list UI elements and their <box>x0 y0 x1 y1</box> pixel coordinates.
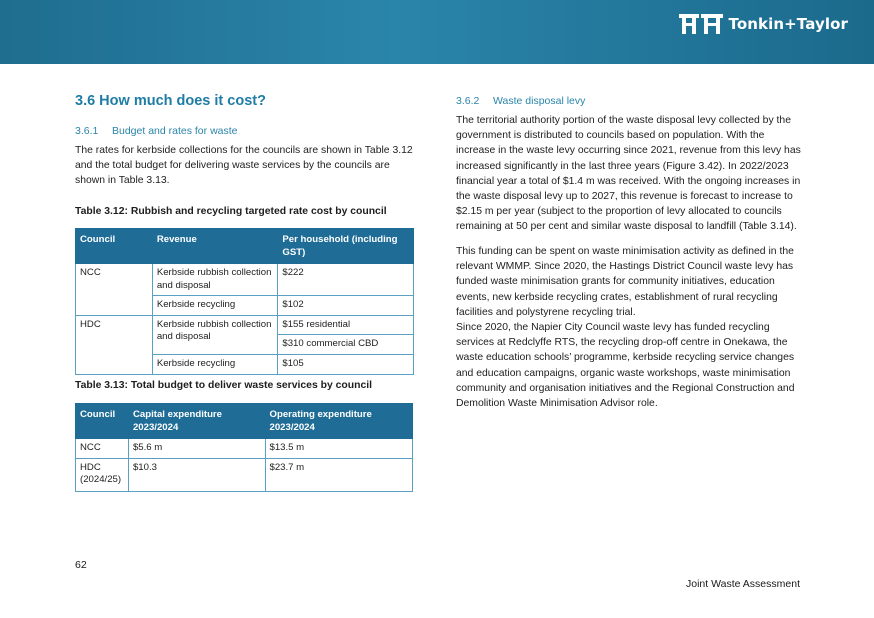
cell-capital: $10.3 <box>128 458 265 491</box>
cell-operating: $13.5 m <box>265 439 413 459</box>
levy-paragraph-1: The territorial authority portion of the waste disposal levy collected by the government is distributed to councils based on population. With the increase in the waste levy occurring since 2021, revenue from this levy has increased significantly in the last three years (Figure 3.42). In 2022/2023 financial year a total of $1.4 m was received. With the ongoing increases in the waste disposal levy up to 2027, this revenue is forecast to increase to $2.15 m per year (subject to the proportion of levy allocated to councils remaining at 50 per cent and similar waste disposal to landfill (Table 3.14). <box>456 115 801 233</box>
footer-document-title: Joint Waste Assessment <box>686 578 800 590</box>
levy-paragraph-3: Since 2020, the Napier City Council waste levy has funded recycling services at Redclyffe RTS, the recycling drop-off centre in Onekawa, the waste education schools’ programme, kerbside recycling service changes and education campaigns, organic waste workshops, waste minimisation community and organisation initiatives and the Regional Construction and Demolition Waste Minimisation Advisor role. <box>456 322 795 410</box>
cell-revenue: Kerbside rubbish collection and disposal <box>152 315 278 354</box>
levy-paragraph-2: This funding can be spent on waste minimisation activity as defined in the relevant WMMP. Since 2020, the Hastings District Council waste levy has funded waste minimisation grants for community initiatives, education events, new kerbside recycling crates, establishment of rural recycling facilities and polystyrene recycling trial. <box>456 246 794 318</box>
table-header-row <box>76 404 413 439</box>
header-per-household: Per household (including GST) <box>278 229 414 264</box>
cell-cost: $222 <box>278 264 414 296</box>
table-row <box>76 439 413 459</box>
cell-council: HDC <box>76 315 153 374</box>
cell-revenue: Kerbside rubbish collection and disposal <box>152 264 278 296</box>
cell-cost: $310 commercial CBD <box>278 335 414 355</box>
budget-table <box>75 403 413 492</box>
sub-heading-budget <box>75 125 238 137</box>
cell-revenue: Kerbside recycling <box>152 296 278 316</box>
header-capital-expenditure: Capital expenditure 2023/2024 <box>128 404 265 439</box>
header-council: Council <box>76 404 129 439</box>
sub-heading-text: Budget and rates for waste <box>112 125 238 137</box>
header-band <box>0 0 874 64</box>
header-council: Council <box>76 229 153 264</box>
sub-heading-text: Waste disposal levy <box>493 95 586 107</box>
cell-revenue: Kerbside recycling <box>152 354 278 374</box>
cell-council: NCC <box>76 264 153 316</box>
intro-paragraph: The rates for kerbside collections for the councils are shown in Table 3.12 and the total budget for delivering waste services by the councils are shown in Table 3.13. <box>75 145 413 187</box>
cell-council: HDC (2024/25) <box>76 458 129 491</box>
sub-heading-levy <box>456 95 585 107</box>
cell-council: NCC <box>76 439 129 459</box>
table-header-row <box>76 229 414 264</box>
section-heading: 3.6 How much does it cost? <box>75 93 266 109</box>
cell-cost: $102 <box>278 296 414 316</box>
tonkin-taylor-logo-icon <box>679 14 723 34</box>
cell-cost: $155 residential <box>278 315 414 335</box>
cell-cost: $105 <box>278 354 414 374</box>
header-operating-expenditure: Operating expenditure 2023/2024 <box>265 404 413 439</box>
rates-table <box>75 228 414 375</box>
cell-operating: $23.7 m <box>265 458 413 491</box>
page-number: 62 <box>75 559 87 571</box>
table1-caption: Table 3.12: Rubbish and recycling targeted rate cost by council <box>75 206 387 217</box>
table-row <box>76 315 414 335</box>
table-row <box>76 458 413 491</box>
sub-heading-number: 3.6.1 <box>75 125 99 137</box>
header-revenue: Revenue <box>152 229 278 264</box>
table-row <box>76 264 414 296</box>
logo-text: Tonkin+Taylor <box>728 15 848 33</box>
company-logo <box>679 14 848 34</box>
sub-heading-number: 3.6.2 <box>456 95 480 107</box>
table2-caption: Table 3.13: Total budget to deliver waste services by council <box>75 380 372 391</box>
cell-capital: $5.6 m <box>128 439 265 459</box>
